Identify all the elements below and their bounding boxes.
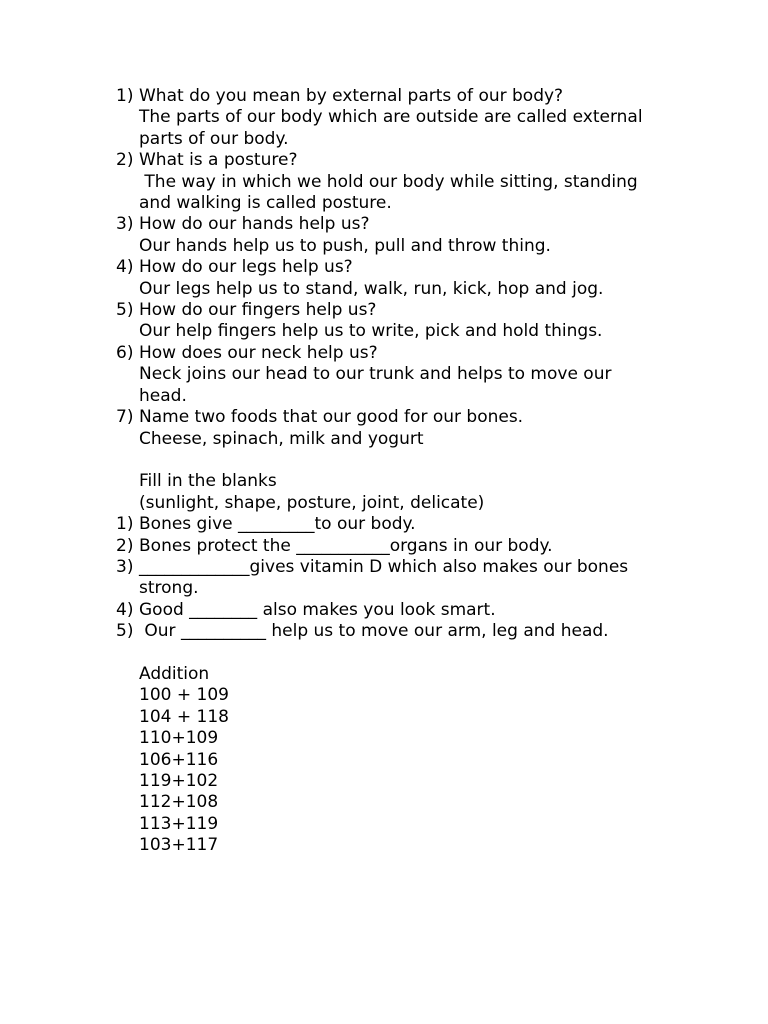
question-text: How do our legs help us? — [139, 257, 353, 278]
addition-heading: Addition — [139, 663, 210, 684]
blank-item — [116, 600, 736, 621]
blank-number: 1) — [116, 514, 134, 535]
question-text: How do our fingers help us? — [139, 300, 377, 321]
addition-section — [116, 664, 736, 857]
question-number: 6) — [116, 342, 134, 363]
blank-number: 4) — [116, 599, 134, 620]
answer-line: Our hands help us to push, pull and throw thing. — [139, 235, 551, 256]
addition-problem: 112+108 — [139, 792, 219, 813]
section-spacer — [116, 450, 736, 471]
addition-problem: 100 + 109 — [139, 685, 229, 706]
addition-problem: 103+117 — [139, 835, 219, 856]
answer-line: parts of our body. — [139, 128, 289, 149]
question-text: How does our neck help us? — [139, 342, 378, 363]
qa-item — [116, 407, 736, 450]
qa-item — [116, 300, 736, 343]
qa-item — [116, 343, 736, 407]
fill-blanks-section — [116, 471, 736, 642]
answer-line: Neck joins our head to our trunk and helps to move our — [139, 364, 612, 385]
addition-problem: 104 + 118 — [139, 706, 229, 727]
word-bank: (sunlight, shape, posture, joint, delicate) — [139, 492, 485, 513]
addition-problem: 110+109 — [139, 728, 219, 749]
answer-line: Cheese, spinach, milk and yogurt — [139, 428, 424, 449]
question-number: 3) — [116, 214, 134, 235]
blank-sentence: Bones give _________to our body. — [139, 514, 416, 535]
qa-section — [116, 86, 736, 450]
qa-item — [116, 86, 736, 150]
addition-problem: 119+102 — [139, 770, 219, 791]
blank-sentence: strong. — [139, 578, 199, 599]
answer-line: Our help fingers help us to write, pick and hold things. — [139, 321, 603, 342]
blank-sentence: Good ________ also makes you look smart. — [139, 599, 496, 620]
question-number: 4) — [116, 257, 134, 278]
blank-item — [116, 621, 736, 642]
question-text: Name two foods that our good for our bones. — [139, 407, 524, 428]
addition-problem: 106+116 — [139, 749, 219, 770]
answer-line: The way in which we hold our body while sitting, standing — [139, 171, 638, 192]
blank-sentence: Our __________ help us to move our arm, leg and head. — [139, 621, 609, 642]
section-spacer — [116, 643, 736, 664]
worksheet-content — [116, 86, 736, 857]
blank-number: 5) — [116, 621, 134, 642]
answer-line: Our legs help us to stand, walk, run, kick, hop and jog. — [139, 278, 604, 299]
answer-line: and walking is called posture. — [139, 193, 392, 214]
fill-blanks-heading: Fill in the blanks — [139, 471, 277, 492]
question-text: What is a posture? — [139, 150, 298, 171]
qa-item — [116, 214, 736, 257]
answer-line: The parts of our body which are outside are called external — [139, 107, 643, 128]
blank-sentence: Bones protect the ___________organs in our body. — [139, 535, 553, 556]
qa-item — [116, 150, 736, 214]
question-number: 2) — [116, 150, 134, 171]
answer-line: head. — [139, 385, 187, 406]
blank-number: 3) — [116, 556, 134, 577]
blank-item — [116, 536, 736, 557]
question-number: 7) — [116, 407, 134, 428]
blank-sentence: _____________gives vitamin D which also makes our bones — [139, 556, 629, 577]
question-number: 5) — [116, 300, 134, 321]
question-number: 1) — [116, 86, 134, 106]
qa-item — [116, 257, 736, 300]
blank-number: 2) — [116, 535, 134, 556]
question-text: What do you mean by external parts of our body? — [139, 86, 564, 106]
addition-problem: 113+119 — [139, 813, 219, 834]
question-text: How do our hands help us? — [139, 214, 370, 235]
blank-item — [116, 514, 736, 535]
blank-item — [116, 557, 736, 600]
